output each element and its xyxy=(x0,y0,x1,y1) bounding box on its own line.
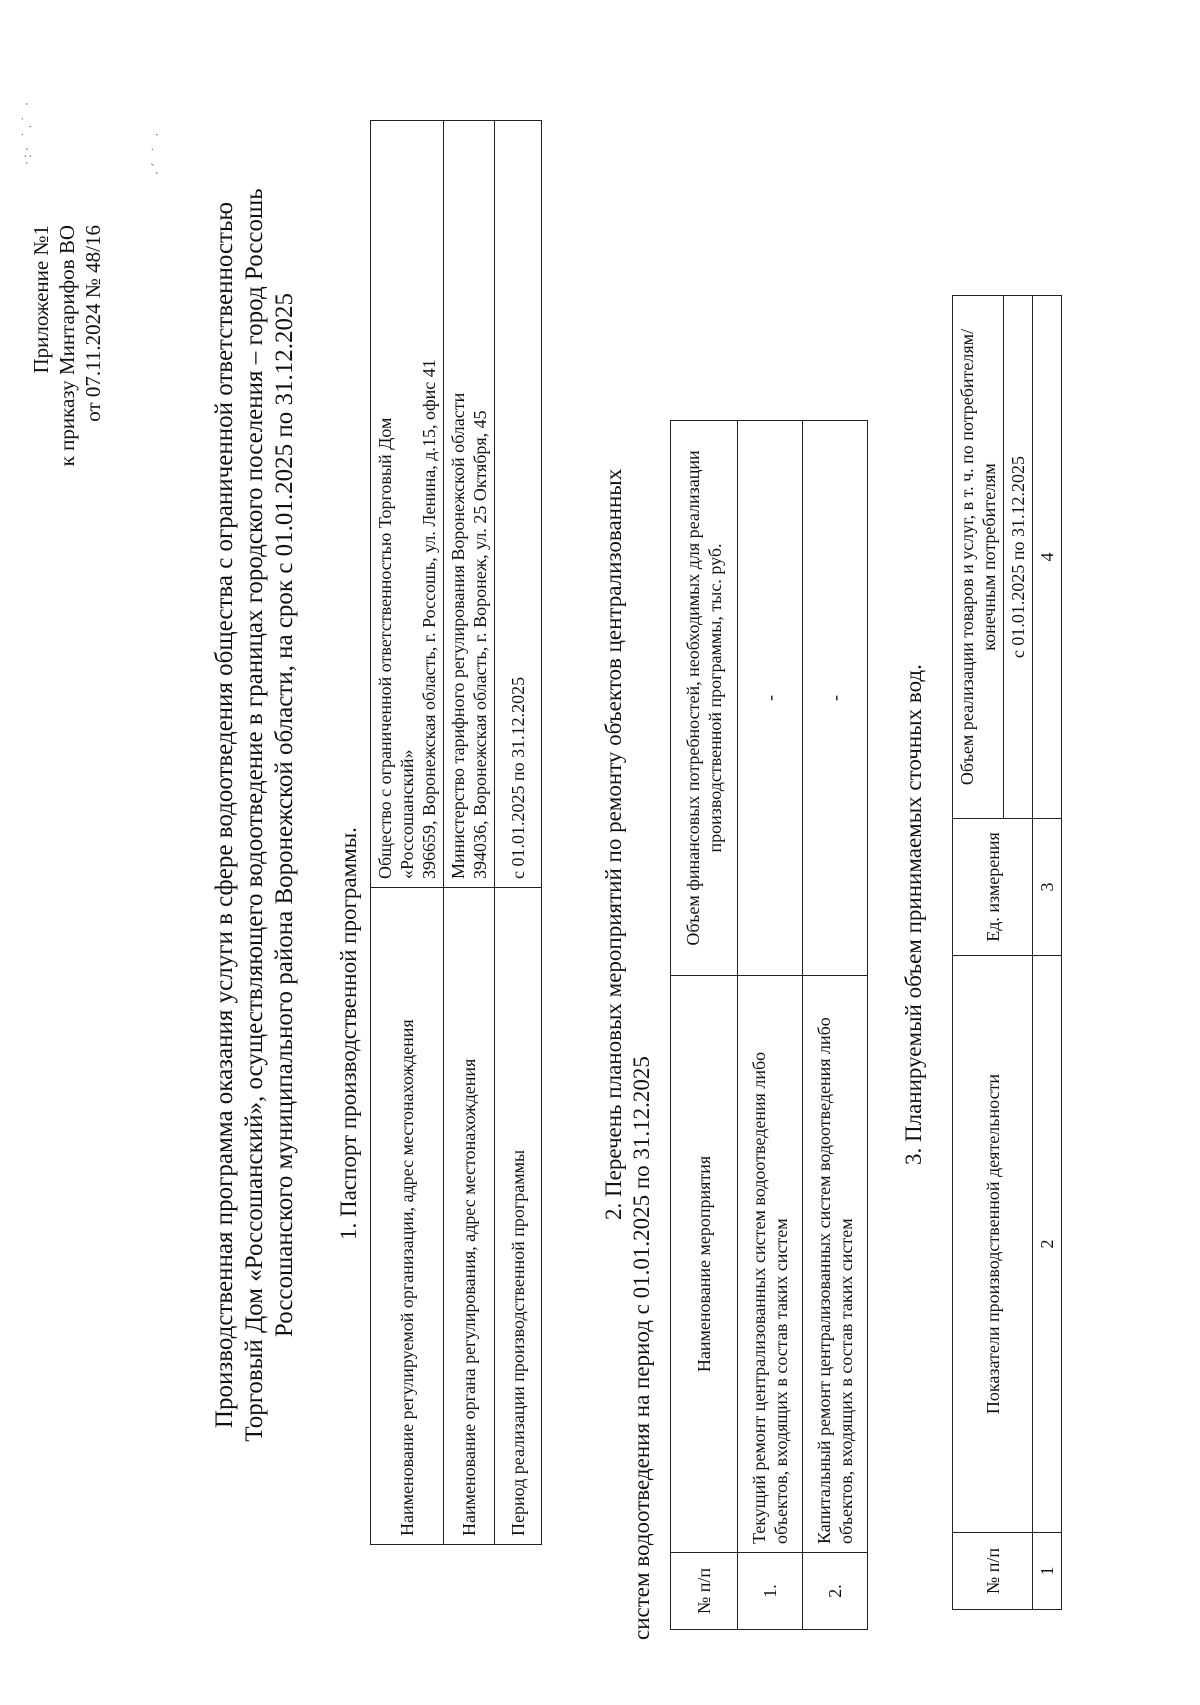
table-header-row xyxy=(671,421,738,1630)
column-header-number: № п/п xyxy=(953,1533,1033,1610)
row-name: Текущий ремонт централизованных систем водоотведения либо объектов, входящих в состав таких систем xyxy=(738,976,803,1553)
appendix-line: от 07.11.2024 № 48/16 xyxy=(81,225,105,422)
value-line: 396659, Воронежская область, г. Россошь, ул. Ленина, д.15, офис 41 xyxy=(419,359,439,879)
column-header-unit: Ед. измерения xyxy=(953,819,1033,956)
table-row xyxy=(803,421,868,1630)
document-title xyxy=(210,35,300,1595)
column-header-volume: Объем реализации товаров и услуг, в т. ч. по потребителям/ конечным потребителям xyxy=(953,296,1004,819)
column-header-indicator: Показатели производственной деятельности xyxy=(953,956,1033,1533)
passport-label: Период реализации производственной программы xyxy=(495,888,542,1545)
passport-label: Наименование регулируемой организации, адрес местонахождения xyxy=(371,888,444,1545)
table-numbering-row xyxy=(1033,296,1062,1610)
value-line: Общество с ограниченной ответственностью Торговый Дом xyxy=(375,417,395,879)
appendix-line: к приказу Минтарифов ВО xyxy=(55,225,79,467)
row-volume: - xyxy=(803,421,868,976)
scan-artifact: ·´ ˙ · xyxy=(150,129,164,175)
passport-label: Наименование органа регулирования, адрес местонахождения xyxy=(444,888,495,1545)
column-number: 4 xyxy=(1033,296,1062,819)
title-line: Торговый Дом «Россошанский», осуществляющего водоотведение в границах городского поселения – город Россошь xyxy=(241,188,268,1442)
title-line: Производственная программа оказания услуги в сфере водоотведения общества с ограниченной ответственностью xyxy=(211,201,238,1429)
value-line: Министерство тарифного регулирования Воронежской области xyxy=(448,392,468,879)
column-header-number: № п/п xyxy=(671,1553,738,1630)
passport-value xyxy=(371,121,444,888)
row-volume: - xyxy=(738,421,803,976)
title-line: Россошанского муниципального района Воронежской области, на срок с 01.01.2025 по 31.12.2025 xyxy=(271,292,298,1338)
table-row xyxy=(738,421,803,1630)
column-number: 1 xyxy=(1033,1533,1062,1610)
row-number: 1. xyxy=(738,1553,803,1630)
column-header-volume: Объем финансовых потребностей, необходимых для реализации производственной программы, тыс. руб. xyxy=(671,421,738,976)
column-number: 3 xyxy=(1033,819,1062,956)
repair-measures-table xyxy=(670,420,868,1630)
passport-value: с 01.01.2025 по 31.12.2025 xyxy=(495,121,542,888)
passport-value xyxy=(444,121,495,888)
table-header-row xyxy=(953,296,1004,1610)
column-number: 2 xyxy=(1033,956,1062,1533)
scan-artifact: ·:· ˙.˙ · xyxy=(20,99,34,165)
value-line: «Россошанский» xyxy=(397,749,417,879)
value-line: 394036, Воронежская область, г. Воронеж, ул. 25 Октября, 45 xyxy=(470,410,490,879)
column-header-name: Наименование мероприятия xyxy=(671,976,738,1553)
section-2-heading: 2. Перечень плановых мероприятий по ремонту объектов централизованных систем водоотведения на период с 01.01.2025 по 31.12.2025 xyxy=(601,468,654,1640)
section-3-heading: 3. Планируемый объем принимаемых сточных вод. xyxy=(901,664,926,1165)
appendix-line: Приложение №1 xyxy=(29,225,53,374)
section-1-heading: 1. Паспорт производственной программы. xyxy=(336,827,361,1240)
row-name: Капитальный ремонт централизованных систем водоотведения либо объектов, входящих в состав таких систем xyxy=(803,976,868,1553)
column-header-period: с 01.01.2025 по 31.12.2025 xyxy=(1004,296,1033,819)
row-number: 2. xyxy=(803,1553,868,1630)
table-row xyxy=(444,121,495,1545)
wastewater-volume-table xyxy=(952,295,1062,1610)
table-row xyxy=(371,121,444,1545)
passport-table xyxy=(370,120,542,1545)
appendix-reference xyxy=(28,225,106,466)
table-row xyxy=(495,121,542,1545)
